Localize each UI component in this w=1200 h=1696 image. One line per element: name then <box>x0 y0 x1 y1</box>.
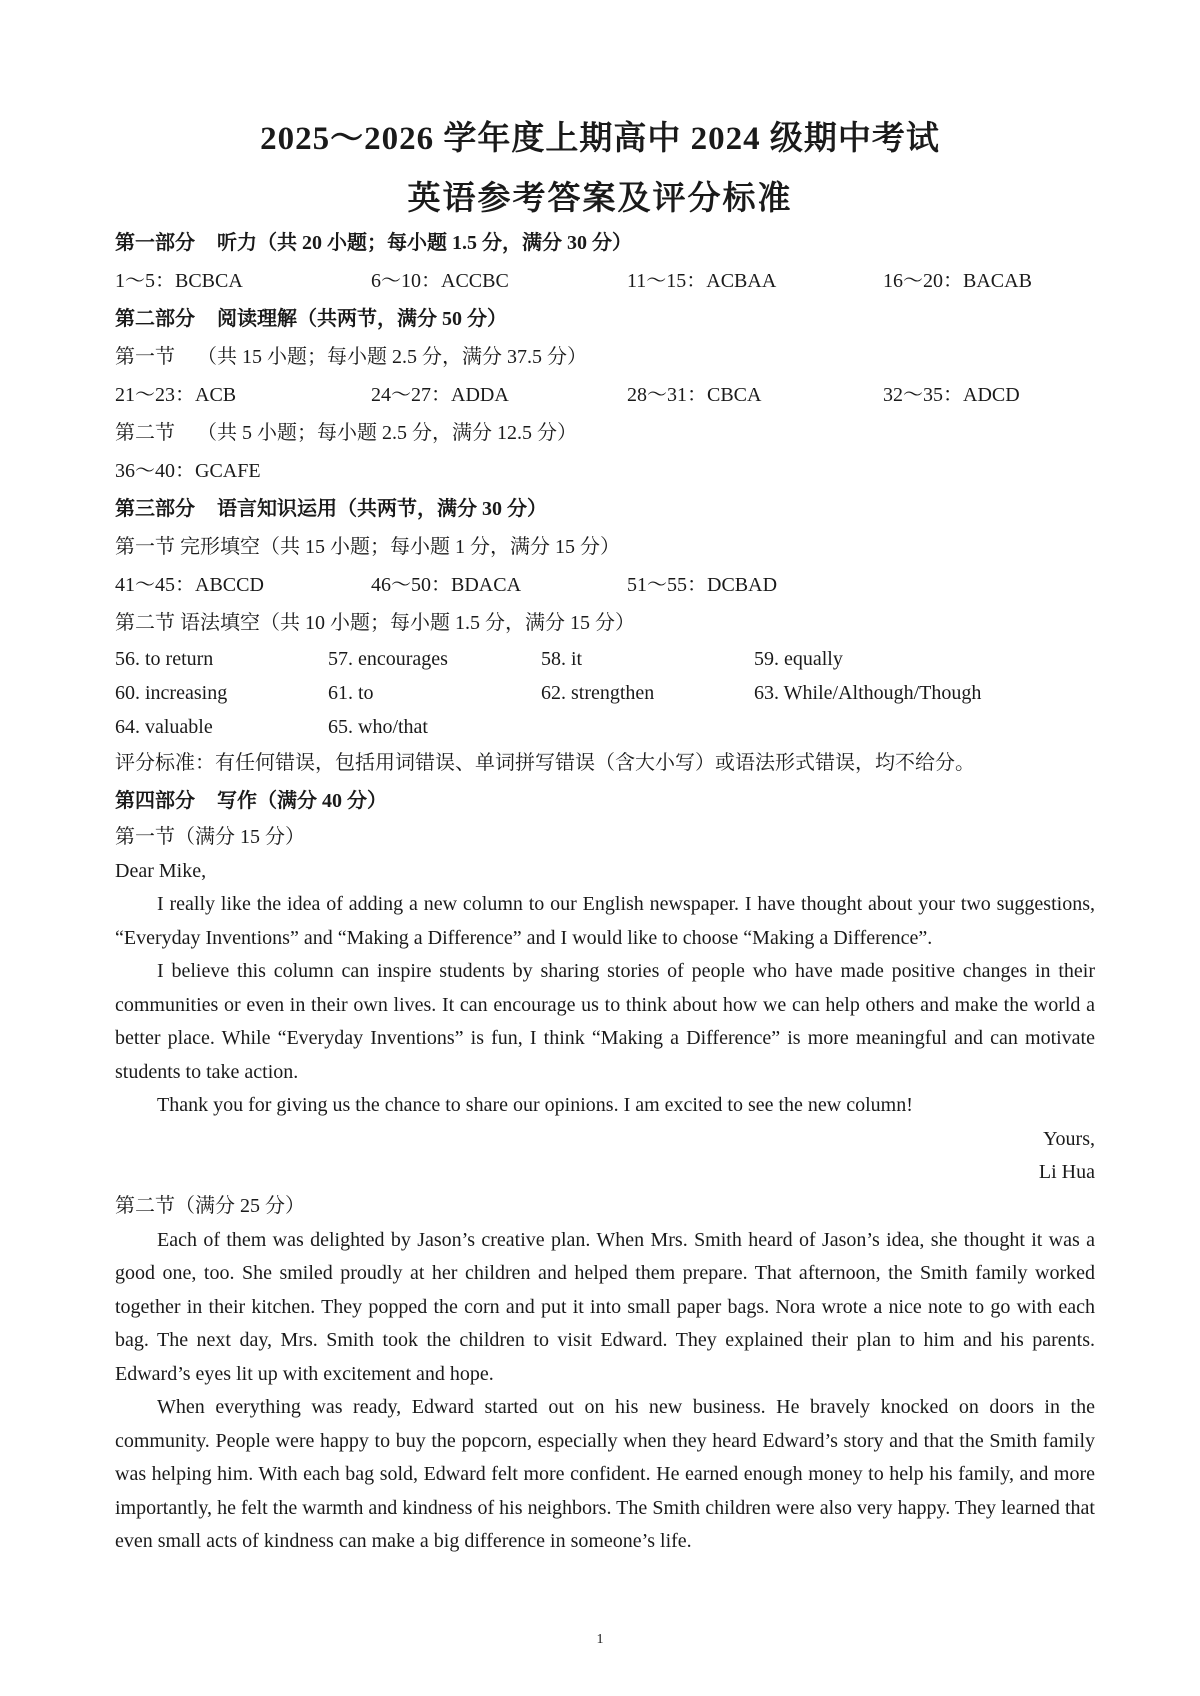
answer-group: 28～31：CBCA <box>627 384 762 406</box>
page-number: 1 <box>596 1632 604 1647</box>
answer-group: 36～40：GCAFE <box>115 460 261 482</box>
grammar-answer: 57. encourages <box>328 648 448 670</box>
part2-section2-answers <box>115 452 1095 490</box>
story-paragraph: When everything was ready, Edward started out on his new business. He bravely knocked on doors in the community. People were happy to buy the popcorn, especially when they heard Edward’s story and that the Smith family was helping him. With each bag sold, Edward felt more confident. He earned enough money to help his family, and more importantly, he felt the warmth and kindness of his neighbors. The Smith children were also very happy. They learned that even small acts of kindness can make a big difference in someone’s life. <box>115 1396 1095 1552</box>
page-title: 2025～2026 学年度上期高中 2024 级期中考试 <box>260 121 940 157</box>
part2-section1-answers <box>115 376 1095 414</box>
part2-label: 第二部分 <box>115 308 195 330</box>
section-label: 第二节 <box>115 422 175 444</box>
part3-text: 语言知识运用（共两节，满分 30 分） <box>217 498 547 520</box>
part1-text: 听力（共 20 小题；每小题 1.5 分，满分 30 分） <box>217 232 632 254</box>
grammar-row <box>115 676 1095 710</box>
section-text: （共 15 小题；每小题 2.5 分，满分 37.5 分） <box>197 346 587 368</box>
part3-section1-answers <box>115 566 1095 604</box>
part2-text: 阅读理解（共两节，满分 50 分） <box>217 308 507 330</box>
grammar-row <box>115 710 1095 744</box>
letter-paragraph: Thank you for giving us the chance to share our opinions. I am excited to see the new column! <box>157 1094 913 1116</box>
grammar-answer: 61. to <box>328 682 374 704</box>
part1-heading <box>115 224 1095 262</box>
answer-group: 21～23：ACB <box>115 384 237 406</box>
part3-heading <box>115 490 1095 528</box>
grammar-answer: 59. equally <box>754 648 843 670</box>
letter-signature: Li Hua <box>1038 1160 1095 1183</box>
part2-heading <box>115 300 1095 338</box>
letter-paragraph: I really like the idea of adding a new column to our English newspaper. I have thought about your two suggestions, “Everyday Inventions” and “Making a Difference” and I would like to choose “Making a Difference”. <box>115 893 1095 949</box>
story-paragraph: Each of them was delighted by Jason’s creative plan. When Mrs. Smith heard of Jason’s idea, she thought it was a good one, too. She smiled proudly at her children and helped them prepare. That afternoon, the Smith family worked together in their kitchen. They popped the corn and put it into small paper bags. Nora wrote a nice note to go with each bag. The next day, Mrs. Smith took the children to visit Edward. They explained their plan to him and his parents. Edward’s eyes lit up with excitement and hope. <box>115 1228 1095 1385</box>
part4-heading <box>115 782 1095 820</box>
grammar-answer: 62. strengthen <box>541 682 655 704</box>
part1-label: 第一部分 <box>115 232 195 254</box>
grammar-row <box>115 642 1095 676</box>
grammar-answer: 56. to return <box>115 648 214 670</box>
answer-group: 6～10：ACCBC <box>371 270 509 292</box>
part2-section1-heading <box>115 338 1095 376</box>
answer-group: 32～35：ADCD <box>883 384 1020 406</box>
answer-group: 24～27：ADDA <box>371 384 509 406</box>
part4-text: 写作（满分 40 分） <box>217 790 387 812</box>
grammar-answer: 65. who/that <box>328 716 428 738</box>
grammar-answer: 58. it <box>541 648 583 670</box>
section-label: 第一节 <box>115 346 175 368</box>
part3-label: 第三部分 <box>115 498 195 520</box>
grammar-answer: 60. increasing <box>115 682 228 704</box>
part4-label: 第四部分 <box>115 790 195 812</box>
part4-section2-heading: 第二节（满分 25 分） <box>115 1194 305 1217</box>
letter-greeting: Dear Mike, <box>115 860 207 882</box>
answer-group: 51～55：DCBAD <box>627 574 778 596</box>
answer-group: 16～20：BACAB <box>883 270 1032 292</box>
grammar-answer: 64. valuable <box>115 716 213 738</box>
page-subtitle: 英语参考答案及评分标准 <box>407 181 793 217</box>
answer-content <box>115 224 1095 1559</box>
part1-answers <box>115 262 1095 300</box>
grammar-answer: 63. While/Although/Though <box>754 682 982 704</box>
section-text: （共 5 小题；每小题 2.5 分，满分 12.5 分） <box>197 422 577 444</box>
answer-group: 41～45：ABCCD <box>115 574 264 596</box>
part2-section2-heading <box>115 414 1095 452</box>
part4-section1-heading: 第一节（满分 15 分） <box>115 826 305 848</box>
answer-group: 11～15：ACBAA <box>627 270 777 292</box>
letter-paragraph: I believe this column can inspire students by sharing stories of people who have made positive changes in their communities or even in their own lives. It can encourage us to think about how we can help others and make the world a better place. While “Everyday Inventions” is fun, I think “Making a Difference” is more meaningful and can motivate students to take action. <box>115 960 1095 1083</box>
answer-group: 46～50：BDACA <box>371 574 522 596</box>
answer-group: 1～5：BCBCA <box>115 270 243 292</box>
part3-section1-heading: 第一节 完形填空（共 15 小题；每小题 1 分，满分 15 分） <box>115 536 620 558</box>
scoring-note: 评分标准：有任何错误，包括用词错误、单词拼写错误（含大小写）或语法形式错误，均不给分。 <box>115 752 975 774</box>
part3-section2-heading: 第二节 语法填空（共 10 小题；每小题 1.5 分，满分 15 分） <box>115 612 635 634</box>
letter-closing: Yours, <box>1043 1127 1095 1150</box>
